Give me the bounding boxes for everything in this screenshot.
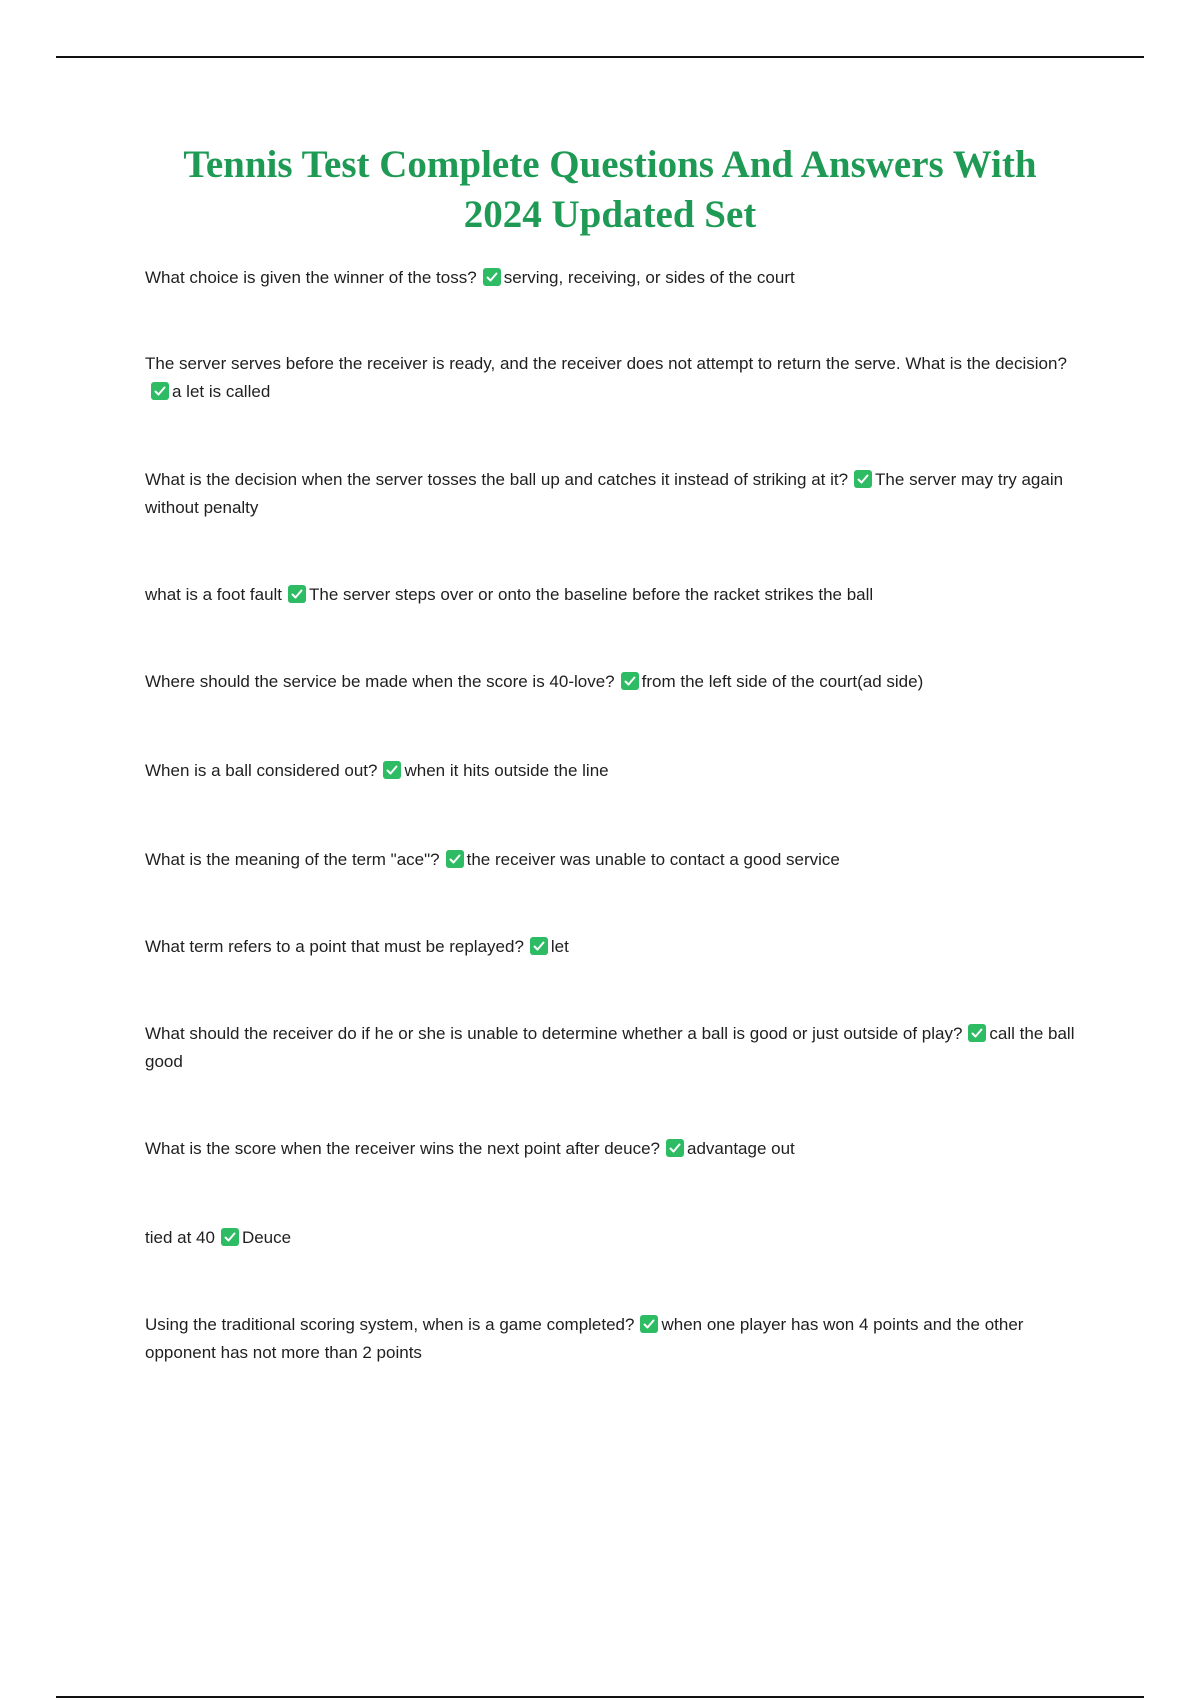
green-checkmark-icon <box>446 850 464 868</box>
qa-item <box>145 668 1075 696</box>
question-text: What is the score when the receiver wins the next point after deuce? <box>145 1139 660 1158</box>
answer-text: when it hits outside the line <box>404 761 609 780</box>
answer-text: Deuce <box>241 1228 292 1247</box>
qa-item <box>145 846 1075 874</box>
question-text: Where should the service be made when the score is 40-love? <box>145 672 615 691</box>
question-text: What choice is given the winner of the toss? <box>145 268 477 287</box>
green-checkmark-icon <box>288 585 306 603</box>
question-text: tied at 40 <box>145 1228 215 1247</box>
question-text: what is a foot fault <box>145 585 283 604</box>
qa-item <box>145 757 1075 785</box>
answer-text: the receiver was unable to contact a good service <box>466 850 840 869</box>
answer-text: The server may try again without penalty <box>145 470 1064 517</box>
qa-item <box>145 581 1075 609</box>
qa-item <box>145 1135 1075 1163</box>
green-checkmark-icon <box>483 268 501 286</box>
question-text: When is a ball considered out? <box>145 761 378 780</box>
answer-text: The server steps over or onto the baseline before the racket strikes the ball <box>309 585 874 604</box>
qa-item <box>145 1020 1075 1076</box>
qa-item <box>145 1311 1075 1367</box>
answer-text: let <box>550 937 569 956</box>
answer-text: call the ball good <box>145 1024 1075 1071</box>
green-checkmark-icon <box>666 1139 684 1157</box>
question-text: The server serves before the receiver is ready, and the receiver does not attempt to return the serve. What is the decision? <box>145 354 1067 373</box>
green-checkmark-icon <box>151 382 169 400</box>
green-checkmark-icon <box>621 672 639 690</box>
green-checkmark-icon <box>854 470 872 488</box>
green-checkmark-icon <box>530 937 548 955</box>
answer-text: serving, receiving, or sides of the court <box>503 268 795 287</box>
bottom-rule <box>56 1696 1144 1698</box>
green-checkmark-icon <box>968 1024 986 1042</box>
qa-item <box>145 264 1075 292</box>
green-checkmark-icon <box>640 1315 658 1333</box>
top-rule <box>56 56 1144 58</box>
answer-text: a let is called <box>172 382 271 401</box>
question-text: What term refers to a point that must be replayed? <box>145 937 524 956</box>
qa-item <box>145 466 1075 522</box>
question-text: What is the decision when the server tosses the ball up and catches it instead of striking at it? <box>145 470 849 489</box>
question-text: What is the meaning of the term "ace"? <box>145 850 440 869</box>
answer-text: when one player has won 4 points and the other opponent has not more than 2 points <box>145 1315 1024 1362</box>
green-checkmark-icon <box>383 761 401 779</box>
question-text: Using the traditional scoring system, when is a game completed? <box>145 1315 635 1334</box>
qa-item <box>145 350 1075 406</box>
question-text: What should the receiver do if he or she is unable to determine whether a ball is good or just outside of play? <box>145 1024 963 1043</box>
answer-text: from the left side of the court(ad side) <box>641 672 924 691</box>
document-title: Tennis Test Complete Questions And Answers With 2024 Updated Set <box>183 143 1037 236</box>
green-checkmark-icon <box>221 1228 239 1246</box>
qa-item <box>145 933 1075 961</box>
qa-item <box>145 1224 1075 1252</box>
answer-text: advantage out <box>687 1139 795 1158</box>
